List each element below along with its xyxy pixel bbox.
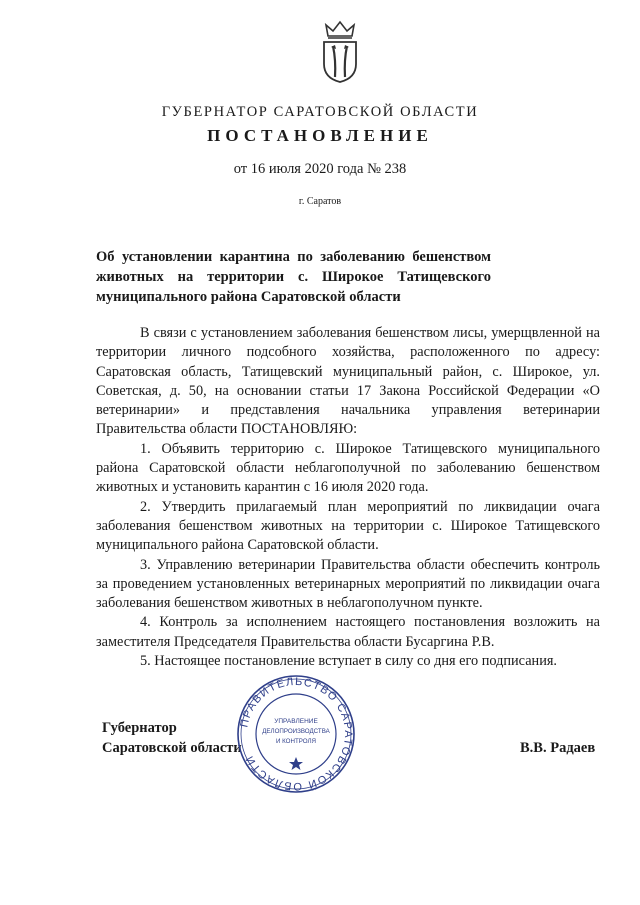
- coat-of-arms-icon: [316, 20, 364, 84]
- document-type: ПОСТАНОВЛЕНИЕ: [207, 126, 433, 145]
- document-city: г. Саратов: [298, 196, 342, 207]
- paragraph-item-2: 2. Утвердить прилагаемый план мероприятий по ликвидации очага заболевания бешенством животных на территории с. Широкое Татищевского муниципального района Саратовской области.: [96, 498, 600, 554]
- stamp-inner-line3: И КОНТРОЛЯ: [275, 738, 317, 745]
- signatory-position-line1: Губернатор: [102, 720, 177, 736]
- paragraph-item-5: 5. Настоящее постановление вступает в силу со дня его подписания.: [140, 653, 557, 670]
- stamp-outer-text: ПРАВИТЕЛЬСТВО САРАТОВСКОЙ ОБЛАСТИ: [238, 675, 355, 793]
- paragraph-item-4: 4. Контроль за исполнением настоящего постановления возложить на заместителя Председателя Правительства области Бусаргина Р.В.: [96, 614, 600, 650]
- stamp-inner-line1: УПРАВЛЕНИЕ: [274, 718, 318, 725]
- signatory-name: В.В. Радаев: [520, 740, 596, 756]
- stamp-inner-line2: ДЕЛОПРОИЗВОДСТВА: [262, 728, 330, 735]
- document-date-number: от 16 июля 2020 года № 238: [233, 161, 407, 177]
- paragraph-item-3: 3. Управлению ветеринарии Правительства области обеспечить контроль за проведением установленных ветеринарных мероприятий по ликвидации очага заболевания бешенством животных в неблагополучном пункте.: [96, 556, 600, 612]
- issuing-authority: ГУБЕРНАТОР САРАТОВСКОЙ ОБЛАСТИ: [161, 104, 479, 120]
- signatory-position-line2: Саратовской области: [102, 740, 242, 756]
- document-title: Об установлении карантина по заболеванию бешенством животных на территории с. Широкое Татищевского муниципального района Саратовской области: [96, 249, 491, 305]
- stamp-star-icon: [289, 757, 303, 770]
- paragraph-item-1: 1. Объявить территорию с. Широкое Татищевского муниципального района Саратовской области неблагополучной по заболеванию бешенством животных и установить карантин с 16 июля 2020 года.: [96, 440, 600, 496]
- document-body: [96, 324, 600, 671]
- paragraph-preamble: В связи с установлением заболевания бешенством лисы, умерщвленной на территории личного подсобного хозяйства, расположенного по адресу: Саратовская область, Татищевский муниципальный район, с. Широкое, ул. Советская, д. 50, на основании статьи 17 Закона Российской Федерации «О ветеринарии» и представления начальника управления ветеринарии Правительства области ПОСТАНОВЛЯЮ:: [96, 325, 600, 438]
- official-stamp: [235, 673, 357, 795]
- signatory-position: [102, 718, 242, 758]
